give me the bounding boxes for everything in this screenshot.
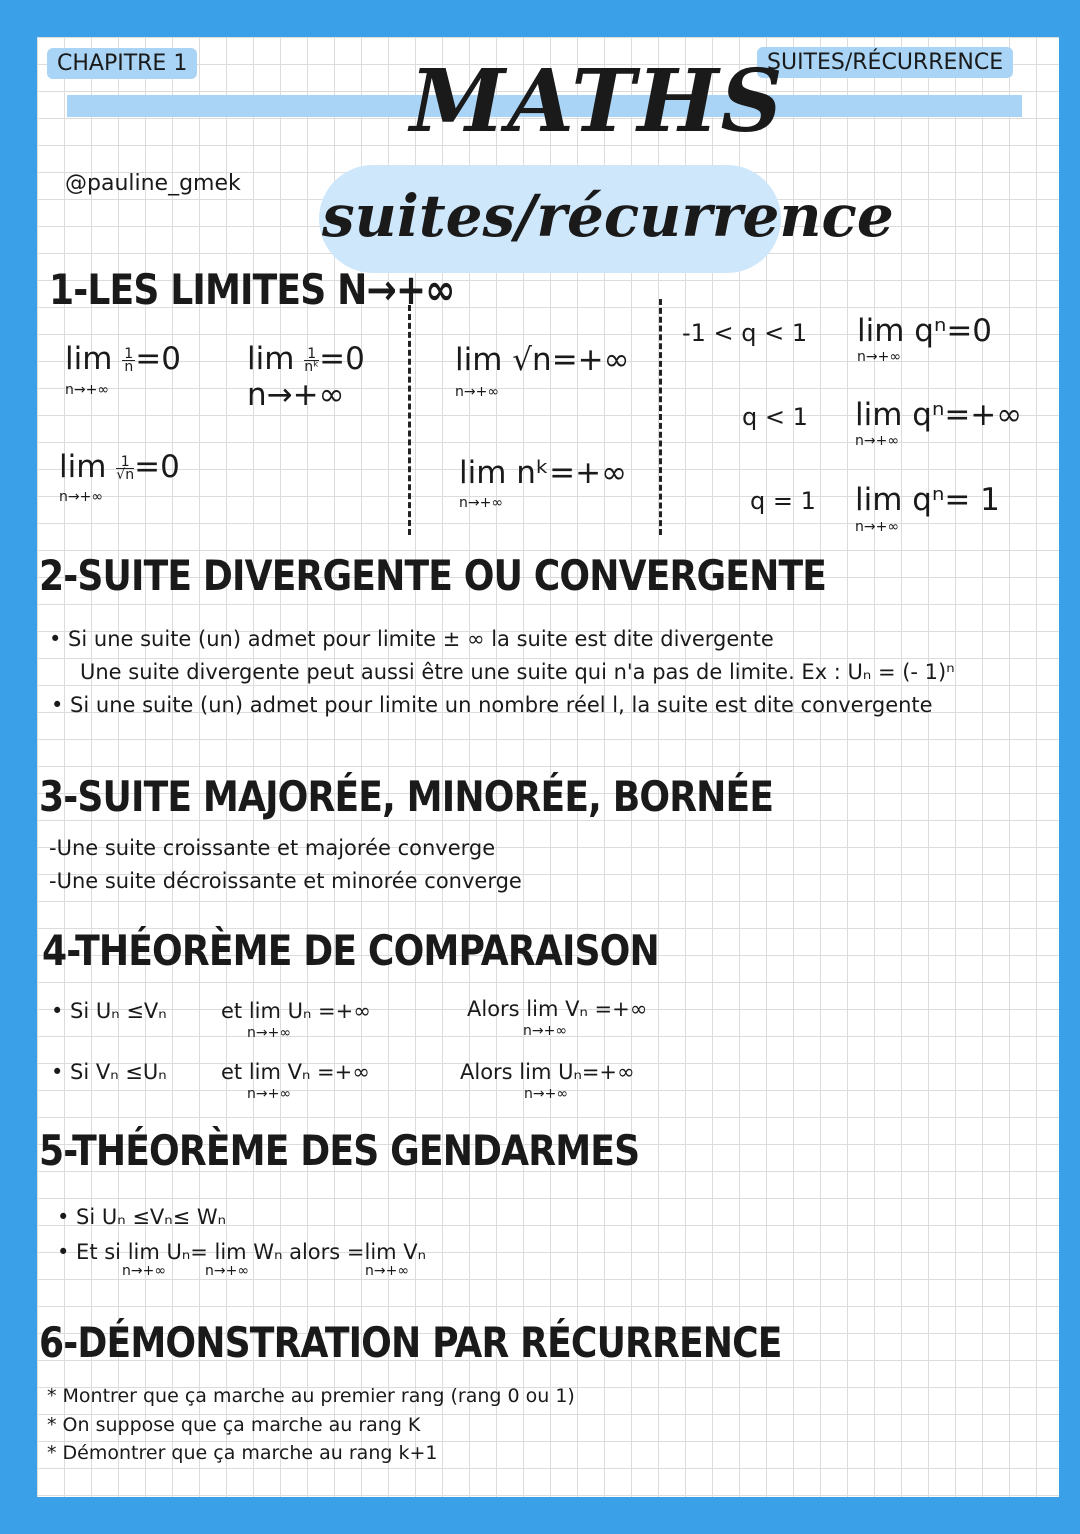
note-sheet	[37, 37, 1059, 1497]
limit-subscript: n→+∞	[247, 1025, 291, 1041]
author-handle: @pauline_gmek	[65, 171, 241, 196]
q-less-condition: q < 1	[742, 403, 808, 431]
gendarmes-line-2: • Et si lim Uₙ= lim Wₙ alors =lim Vₙ	[57, 1240, 427, 1264]
section-3-line-1: -Une suite croissante et majorée converge	[49, 836, 496, 860]
section-6-title: 6-DÉMONSTRATION PAR RÉCURRENCE	[39, 1318, 782, 1367]
section-2-title: 2-SUITE DIVERGENTE OU CONVERGENTE	[39, 551, 827, 600]
limit-subscript: n→+∞	[247, 1086, 291, 1102]
section-2-line-1: • Si une suite (un) admet pour limite ± ∞ la suite est dite divergente	[49, 627, 774, 651]
limit-subscript: n→+∞	[524, 1086, 568, 1102]
limit-subscript: n→+∞	[122, 1263, 166, 1279]
limit-subscript: n→+∞	[365, 1263, 409, 1279]
section-3-line-2: -Une suite décroissante et minorée converge	[49, 869, 522, 893]
comparison-row-2-condition: • Si Vₙ ≤Uₙ	[51, 1060, 167, 1084]
divider-1	[408, 305, 411, 535]
page-title: MATHS	[410, 51, 785, 152]
limit-subscript: n→+∞	[65, 382, 109, 398]
limit-subscript: n→+∞	[459, 495, 503, 511]
subtitle: suites/récurrence	[322, 182, 894, 250]
recurrence-step-2: * On suppose que ça marche au rang K	[47, 1414, 421, 1436]
comparison-row-2-conclusion: Alors lim Uₙ=+∞	[460, 1060, 635, 1084]
limit-qn-one: lim qⁿ= 1	[855, 482, 1000, 518]
section-3-title: 3-SUITE MAJORÉE, MINORÉE, BORNÉE	[39, 772, 774, 821]
comparison-row-1-condition: • Si Uₙ ≤Vₙ	[51, 999, 167, 1023]
divider-2	[659, 299, 662, 535]
limit-subscript: n→+∞	[455, 384, 499, 400]
comparison-row-2-limit: et lim Vₙ =+∞	[221, 1060, 370, 1084]
limit-subscript: n→+∞	[205, 1263, 249, 1279]
limit-1-over-nk: lim $\frac{1}{\text{nᵏ}}=0$	[247, 341, 365, 377]
limit-subscript: n→+∞	[59, 489, 103, 505]
comparison-row-1-limit: et lim Uₙ =+∞	[221, 999, 371, 1023]
chapter-tag: CHAPITRE 1	[47, 48, 197, 79]
limit-1-over-sqrtn: lim $\frac{1}{√n}=0$	[59, 449, 180, 485]
section-4-title: 4-THÉORÈME DE COMPARAISON	[42, 926, 659, 975]
limit-subscript: n→+∞	[247, 377, 345, 413]
recurrence-step-1: * Montrer que ça marche au premier rang (rang 0 ou 1)	[47, 1385, 575, 1407]
limit-qn-zero: lim qⁿ=0	[857, 313, 993, 349]
limit-nk: lim nᵏ=+∞	[459, 455, 627, 491]
limit-subscript: n→+∞	[523, 1023, 567, 1039]
recurrence-step-3: * Démontrer que ça marche au rang k+1	[47, 1442, 438, 1464]
limit-1-over-n: lim $\frac{1}{n}=0$	[65, 341, 181, 377]
section-5-title: 5-THÉORÈME DES GENDARMES	[39, 1126, 640, 1175]
section-2-line-3: • Si une suite (un) admet pour limite un nombre réel l, la suite est dite convergente	[51, 693, 933, 717]
section-2-line-2: Une suite divergente peut aussi être une suite qui n'a pas de limite. Ex : Uₙ = (- 1)ⁿ	[80, 660, 955, 684]
limit-subscript: n→+∞	[857, 349, 901, 365]
limit-subscript: n→+∞	[855, 519, 899, 535]
limit-sqrtn: lim √n=+∞	[455, 342, 630, 378]
q-equal-condition: q = 1	[750, 487, 816, 515]
section-1-title: 1-LES LIMITES N→+∞	[49, 265, 455, 314]
q-range-condition: -1 < q < 1	[682, 319, 808, 347]
limit-subscript: n→+∞	[855, 433, 899, 449]
gendarmes-line-1: • Si Uₙ ≤Vₙ≤ Wₙ	[57, 1205, 227, 1229]
comparison-row-1-conclusion: Alors lim Vₙ =+∞	[467, 997, 648, 1021]
limit-qn-inf: lim qⁿ=+∞	[855, 397, 1023, 433]
topic-tag: SUITES/RÉCURRENCE	[757, 47, 1013, 78]
